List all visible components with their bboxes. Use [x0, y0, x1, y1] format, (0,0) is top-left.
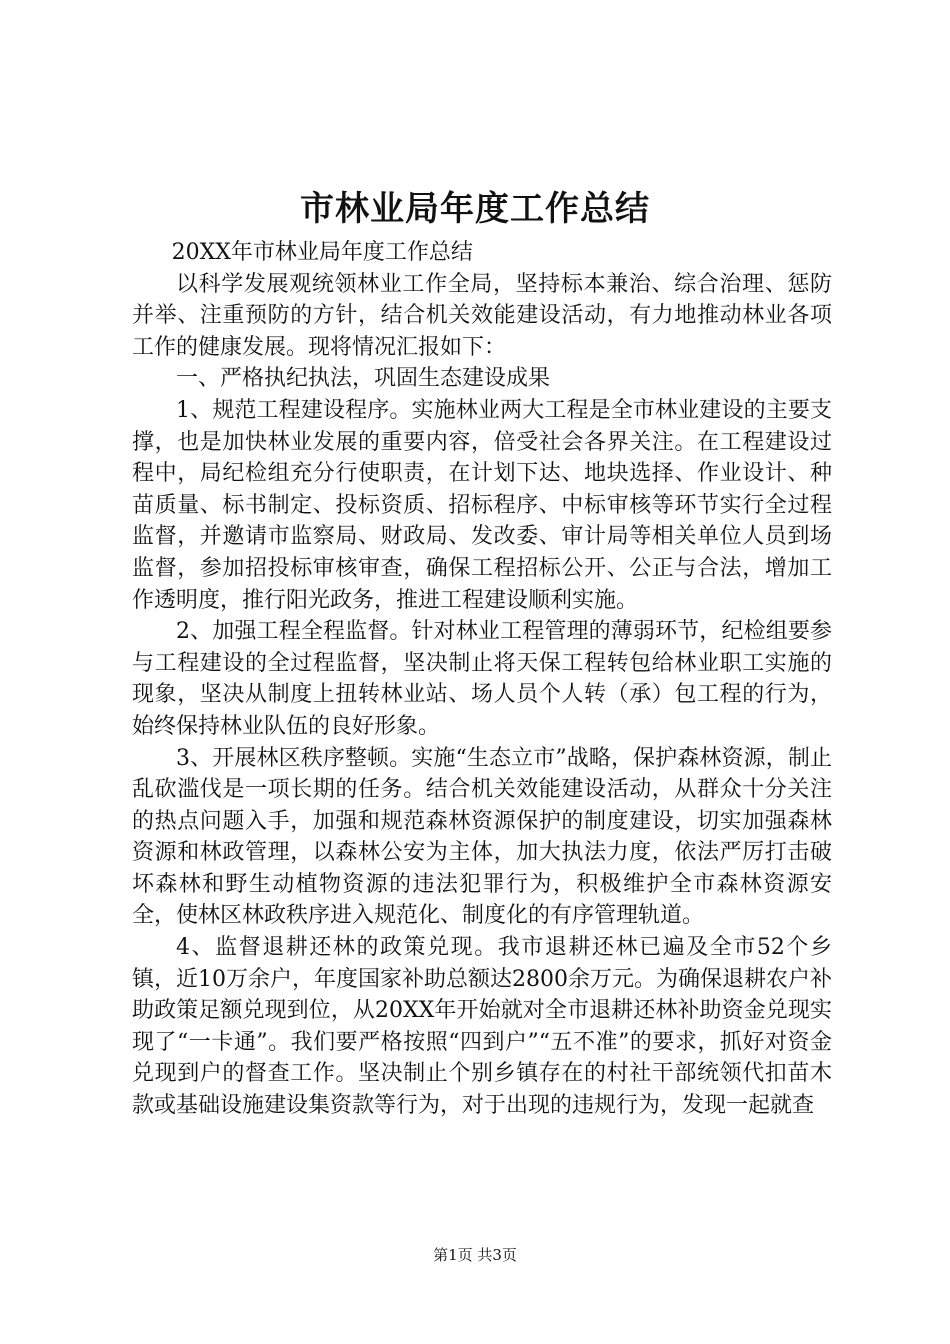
- paragraph-item-4: 4、监督退耕还林的政策兑现。我市退耕还林已遍及全市52个乡镇，近10万余户，年度国家补助总额达2800余万元。为确保退耕农户补助政策足额兑现到位，从20XX年开始就对全市退耕还林补助资金兑现实现了“一卡通”。我们要严格按照“四到户”“五不准”的要求，抓好对资金兑现到户的督查工作。坚决制止个别乡镇存在的村社干部统领代扣苗木款或基础设施建设集资款等行为，对于出现的违规行为，发现一起就查: [132, 935, 832, 1119]
- section-heading: 一、严格执纪执法，巩固生态建设成果: [176, 366, 551, 392]
- document-title: 市林业局年度工作总结: [300, 189, 650, 229]
- paragraph-item-1: 1、规范工程建设程序。实施林业两大工程是全市林业建设的主要支撑，也是加快林业发展的重要内容，倍受社会各界关注。在工程建设过程中，局纪检组充分行使职责，在计划下达、地块选择、作业设计、种苗质量、标书制定、投标资质、招标程序、中标审核等环节实行全过程监督，并邀请市监察局、财政局、发改委、审计局等相关单位人员到场监督，参加招投标审核审查，确保工程招标公开、公正与合法，增加工作透明度，推行阳光政务，推进工程建设顺利实施。: [132, 397, 832, 613]
- document-body: [132, 237, 832, 1122]
- paragraph-item-2: 2、加强工程全程监督。针对林业工程管理的薄弱环节，纪检组要参与工程建设的全过程监督，坚决制止将天保工程转包给林业职工实施的现象，坚决从制度上扭转林业站、场人员个人转（承）包工程的行为，始终保持林业队伍的良好形象。: [132, 619, 832, 739]
- page-footer: 第1页 共3页: [433, 1246, 517, 1264]
- intro-paragraph: 以科学发展观统领林业工作全局，坚持标本兼治、综合治理、惩防并举、注重预防的方针，结合机关效能建设活动，有力地推动林业各项工作的健康发展。现将情况汇报如下：: [132, 271, 832, 360]
- document-subtitle: 20XX年市林业局年度工作总结: [171, 240, 473, 265]
- paragraph-item-3: 3、开展林区秩序整顿。实施“生态立市”战略，保护森林资源，制止乱砍滥伐是一项长期的任务。结合机关效能建设活动，从群众十分关注的热点问题入手，加强和规范森林资源保护的制度建设，切实加强森林资源和林政管理，以森林公安为主体，加大执法力度，依法严厉打击破坏森林和野生动植物资源的违法犯罪行为，积极维护全市森林资源安全，使林区林政秩序进入规范化、制度化的有序管理轨道。: [132, 745, 832, 929]
